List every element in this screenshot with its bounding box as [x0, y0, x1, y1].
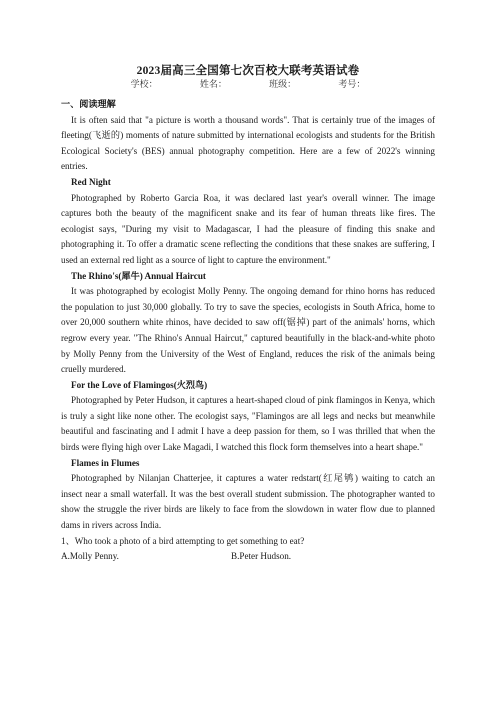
student-info-line: [0, 77, 496, 90]
section-heading: 一、阅读理解: [61, 99, 116, 109]
name-label: 姓名：: [199, 79, 227, 89]
entry-heading: Flames in Flumes: [71, 457, 140, 468]
class-label: 班级：: [269, 79, 297, 89]
option-b[interactable]: B.Peter Hudson.: [231, 551, 292, 562]
exam-title: 2023届高三全国第七次百校大联考英语试卷: [136, 65, 360, 77]
entry-text: It was photographed by ecologist Molly Penny. The ongoing demand for rhino horns has reduced the population to just 30,000 globally. To try to save the species, ecologists in South Africa, home to over 20,000 southern white rhinos, have decided to saw off(锯掉) part of the animals' horns, which regrow every year. "The Rhino's Annual Haircut," captured beautifully in the black-and-white photo by Molly Penny from the University of the West of England, reduces the risk of the animals being cruelly murdered.: [61, 286, 435, 375]
entry-heading: For the Love of Flamingos(火烈鸟): [71, 379, 208, 390]
option-a[interactable]: A.Molly Penny.: [61, 551, 119, 562]
entry-text: Photographed by Roberto Garcia Roa, it was declared last year's overall winner. The image captures both the beauty of the magnificent snake and its fear of human threats like fires. The ecologist says, "During my visit to Madagascar, I had the pleasure of finding this snake and photographing it. To offer a dramatic scene reflecting the conditions that these snakes are suffering, I used an external red light as a source of light to capture the environment.": [61, 192, 435, 265]
entry-heading: The Rhino's(犀牛) Annual Haircut: [71, 270, 206, 281]
school-label: 学校：: [130, 79, 158, 89]
entry-text: Photographed by Nilanjan Chatterjee, it captures a water redstart(红尾鸲) waiting to catch an insect near a small waterfall. It was the best overall student submission. The photographer wanted to show the struggle the river birds are likely to face from the slowdown in water flow due to planned dams in rivers across India.: [61, 473, 435, 531]
entry-text: Photographed by Peter Hudson, it captures a heart-shaped cloud of pink flamingos in Kenya, which is truly a sight like none other. The ecologist says, "Flamingos are all legs and necks but meanwhile beautiful and fascinating and I admit I have a deep passion for them, so I was thrilled that when the birds were flying high over Lake Magadi, I watched this flock form themselves into a heart shape.": [61, 395, 435, 453]
question-1: 1、Who took a photo of a bird attempting to get something to eat?: [61, 535, 305, 546]
number-label: 考号：: [338, 79, 366, 89]
reading-passage: [61, 97, 435, 565]
entry-heading: Red Night: [71, 176, 111, 187]
intro-paragraph: It is often said that "a picture is worth a thousand words". That is certainly true of the images of fleeting(飞逝的) moments of nature submitted by international ecologists and students for the British Ecological Society's (BES) annual photography competition. Here are a few of 2022's winning entries.: [61, 114, 435, 172]
question-1-options: [61, 549, 435, 565]
